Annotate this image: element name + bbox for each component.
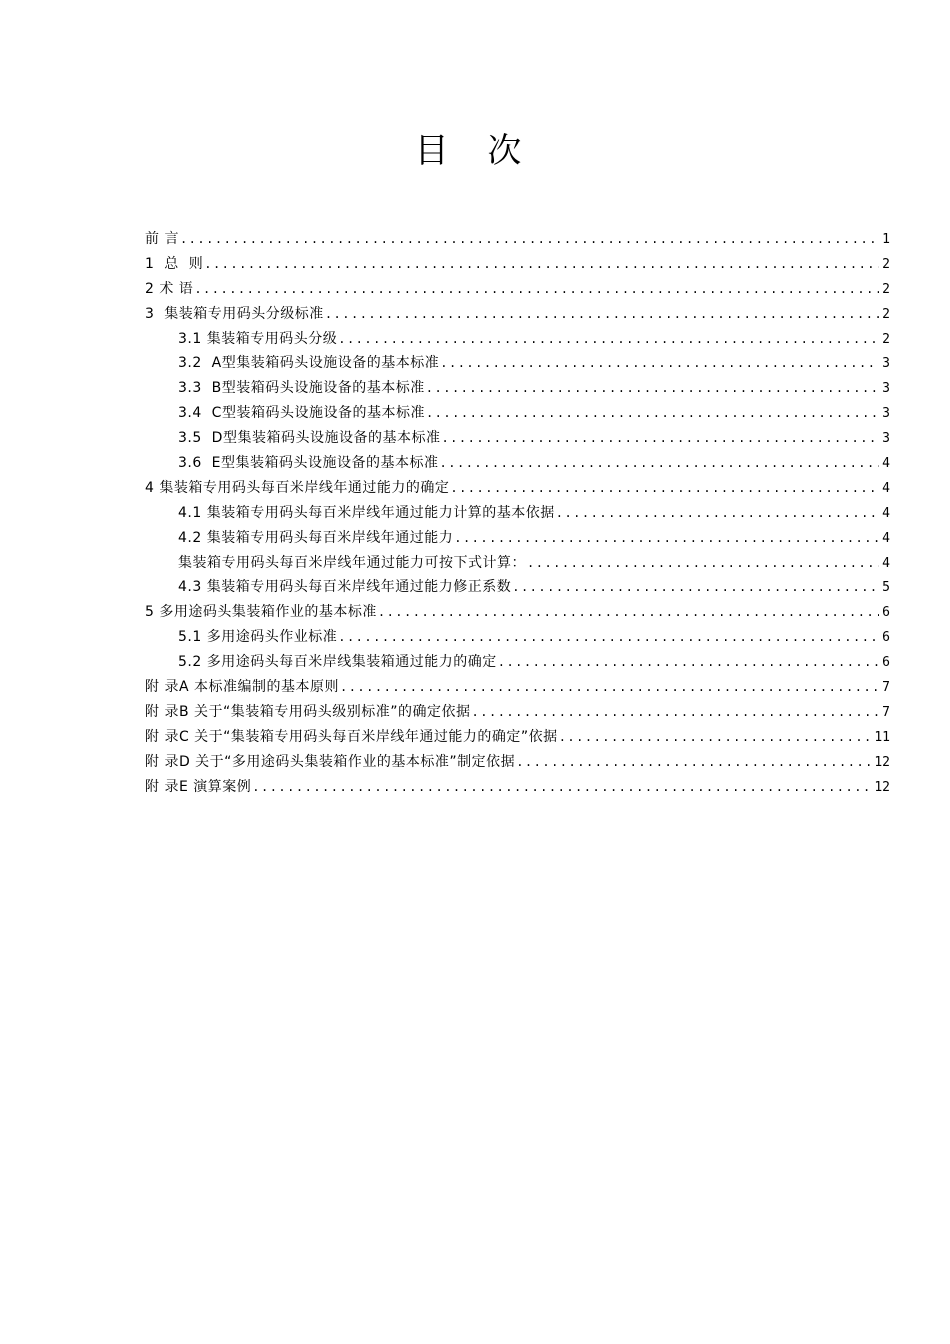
- toc-page-number: 6: [882, 630, 890, 646]
- toc-page-number: 2: [882, 256, 890, 272]
- toc-page-number: 12: [874, 754, 890, 770]
- toc-page-number: 3: [882, 431, 890, 447]
- toc-entry[interactable]: [145, 376, 890, 401]
- toc-leader-dots: [527, 551, 879, 576]
- toc-entry[interactable]: [145, 451, 890, 476]
- toc-entry[interactable]: [145, 725, 890, 750]
- toc-entry[interactable]: [145, 476, 890, 501]
- toc-entry-title: 集装箱专用码头每百米岸线年通过能力可按下式计算：: [178, 554, 526, 571]
- toc-page-number: 6: [882, 655, 890, 671]
- toc-page-number: 4: [882, 480, 890, 496]
- toc-entry-title: 3.6 E型集装箱码头设施设备的基本标准: [178, 455, 439, 472]
- toc-leader-dots: [512, 575, 879, 600]
- toc-page-number: 12: [874, 779, 890, 795]
- toc-entry[interactable]: [145, 501, 890, 526]
- toc-entry-title: 3.3 B型装箱码头设施设备的基本标准: [178, 380, 425, 397]
- toc-page-number: 6: [882, 605, 890, 621]
- toc-entry[interactable]: [145, 700, 890, 725]
- toc-leader-dots: [204, 252, 879, 277]
- toc-page-number: 2: [882, 281, 890, 297]
- toc-entry[interactable]: [145, 625, 890, 650]
- toc-page-number: 11: [874, 729, 890, 745]
- toc-leader-dots: [325, 302, 879, 327]
- toc-leader-dots: [338, 625, 879, 650]
- toc-leader-dots: [426, 401, 879, 426]
- toc-leader-dots: [340, 675, 879, 700]
- toc-entry-title: 4.1 集装箱专用码头每百米岸线年通过能力计算的基本依据: [178, 504, 555, 521]
- toc-entry-title: 附 录A 本标准编制的基本原则: [145, 679, 339, 696]
- toc-entry-title: 附 录B 关于“集装箱专用码头级别标准”的确定依据: [145, 703, 471, 720]
- toc-entry[interactable]: [145, 750, 890, 775]
- toc-entry[interactable]: [145, 526, 890, 551]
- toc-entry[interactable]: [145, 675, 890, 700]
- toc-leader-dots: [498, 650, 879, 675]
- toc-leader-dots: [426, 376, 879, 401]
- toc-leader-dots: [559, 725, 872, 750]
- toc-entry-title: 3 集装箱专用码头分级标准: [145, 305, 324, 322]
- toc-entry[interactable]: [145, 351, 890, 376]
- toc-leader-dots: [440, 451, 880, 476]
- toc-page-number: 4: [882, 555, 890, 571]
- toc-entry-title: 3.1 集装箱专用码头分级: [178, 330, 338, 347]
- toc-entry[interactable]: [145, 302, 890, 327]
- toc-page-number: 5: [882, 580, 890, 596]
- table-of-contents: [145, 227, 890, 799]
- toc-entry-title: 4 集装箱专用码头每百米岸线年通过能力的确定: [145, 479, 450, 496]
- toc-leader-dots: [441, 426, 879, 451]
- toc-page-number: 2: [882, 306, 890, 322]
- toc-entry[interactable]: [145, 775, 890, 800]
- toc-entry-title: 3.4 C型装箱码头设施设备的基本标准: [178, 405, 425, 422]
- toc-leader-dots: [454, 526, 879, 551]
- toc-entry-title: 附 录E 演算案例: [145, 778, 252, 795]
- toc-entry-title: 5 多用途码头集装箱作业的基本标准: [145, 604, 377, 621]
- toc-entry[interactable]: [145, 401, 890, 426]
- toc-page-number: 7: [882, 704, 890, 720]
- toc-leader-dots: [338, 327, 879, 352]
- toc-entry[interactable]: [145, 227, 890, 252]
- toc-leader-dots: [440, 351, 879, 376]
- toc-leader-dots: [194, 277, 879, 302]
- toc-page-number: 3: [882, 406, 890, 422]
- toc-entry[interactable]: [145, 327, 890, 352]
- toc-page-number: 4: [882, 505, 890, 521]
- toc-entry-title: 3.5 D型集装箱码头设施设备的基本标准: [178, 430, 441, 447]
- toc-entry-title: 3.2 A型集装箱码头设施设备的基本标准: [178, 355, 440, 372]
- toc-entry-title: 5.1 多用途码头作业标准: [178, 629, 338, 646]
- toc-entry[interactable]: [145, 575, 890, 600]
- toc-leader-dots: [180, 227, 879, 252]
- toc-entry[interactable]: [145, 650, 890, 675]
- toc-page-number: 2: [882, 331, 890, 347]
- toc-entry[interactable]: [145, 551, 890, 576]
- toc-page-number: 4: [882, 456, 890, 472]
- toc-leader-dots: [252, 775, 871, 800]
- toc-entry-title: 5.2 多用途码头每百米岸线集装箱通过能力的确定: [178, 654, 497, 671]
- toc-leader-dots: [450, 476, 879, 501]
- toc-entry-title: 4.3 集装箱专用码头每百米岸线年通过能力修正系数: [178, 579, 512, 596]
- toc-leader-dots: [378, 600, 879, 625]
- toc-leader-dots: [556, 501, 879, 526]
- toc-entry-title: 附 录D 关于“多用途码头集装箱作业的基本标准”制定依据: [145, 753, 516, 770]
- toc-entry-title: 前 言: [145, 231, 179, 247]
- toc-entry-title: 1 总 则: [145, 255, 204, 272]
- toc-page-number: 1: [882, 232, 890, 247]
- toc-page-number: 3: [882, 381, 890, 397]
- toc-entry[interactable]: [145, 600, 890, 625]
- toc-leader-dots: [516, 750, 871, 775]
- toc-entry-title: 4.2 集装箱专用码头每百米岸线年通过能力: [178, 529, 454, 546]
- toc-entry[interactable]: [145, 252, 890, 277]
- toc-entry-title: 2 术 语: [145, 280, 194, 297]
- page-title: 目 次: [414, 131, 536, 171]
- toc-entry[interactable]: [145, 277, 890, 302]
- toc-leader-dots: [472, 700, 880, 725]
- toc-entry-title: 附 录C 关于“集装箱专用码头每百米岸线年通过能力的确定”依据: [145, 728, 558, 745]
- toc-page-number: 3: [882, 356, 890, 372]
- toc-page-number: 7: [882, 680, 890, 696]
- toc-page-number: 4: [882, 530, 890, 546]
- toc-entry[interactable]: [145, 426, 890, 451]
